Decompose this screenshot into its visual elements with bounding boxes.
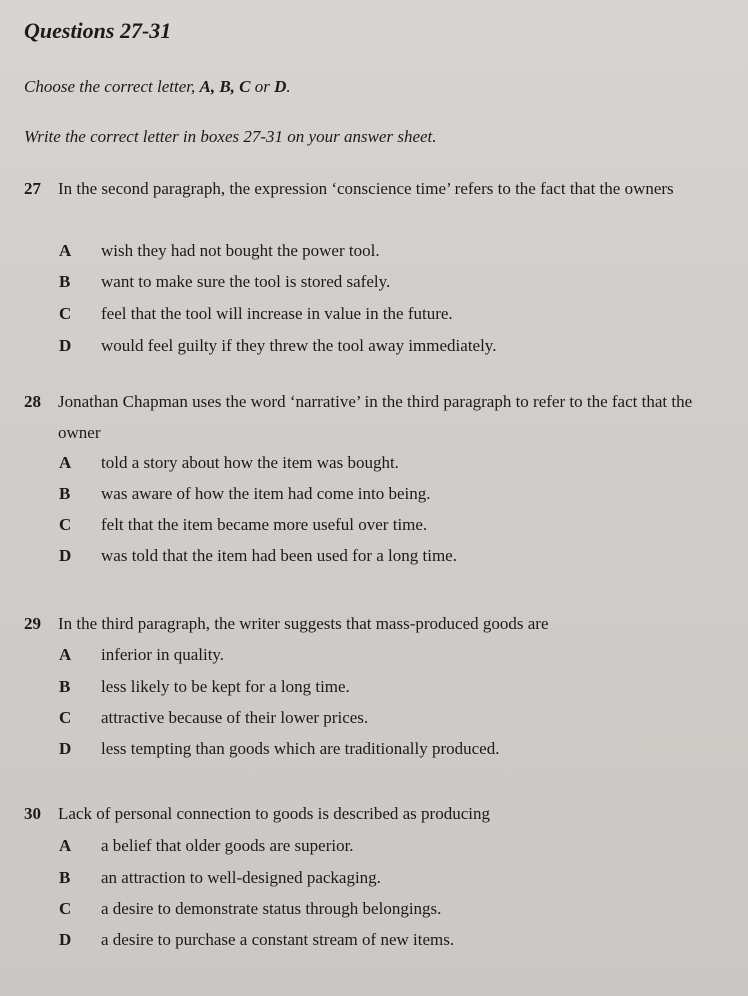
option-text: less likely to be kept for a long time.: [101, 677, 350, 696]
option-letter: B: [59, 868, 71, 887]
option-text: felt that the item became more useful over time.: [101, 515, 428, 534]
option-text: wish they had not bought the power tool.: [101, 241, 380, 260]
option-letter: B: [59, 677, 71, 696]
option-text: less tempting than goods which are traditionally produced.: [101, 739, 500, 758]
option-text: would feel guilty if they threw the tool away immediately.: [101, 336, 497, 355]
option-text: an attraction to well-designed packaging.: [101, 868, 381, 887]
option-letter: A: [59, 241, 72, 260]
question-number: 29: [24, 614, 41, 633]
option-letter: C: [59, 899, 72, 918]
option-text: was told that the item had been used for a long time.: [101, 546, 457, 565]
option-text: a belief that older goods are superior.: [101, 836, 354, 855]
instruction-or: or: [250, 77, 275, 96]
option-letter: D: [59, 930, 72, 949]
option-letter: A: [59, 453, 72, 472]
question-number: 27: [24, 179, 41, 198]
option-letter: B: [59, 272, 71, 291]
option-letter: C: [59, 304, 72, 323]
question-number: 30: [24, 804, 41, 823]
instruction-choose: [24, 77, 291, 97]
option-text: inferior in quality.: [101, 645, 225, 664]
option-text: want to make sure the tool is stored safely.: [101, 272, 391, 291]
option-letter: B: [59, 484, 71, 503]
question-stem: In the second paragraph, the expression ‘conscience time’ refers to the fact that the owners: [58, 179, 674, 198]
instruction-write-post: on your answer sheet.: [283, 127, 437, 146]
instruction-write-pre: Write the correct letter in boxes: [24, 127, 244, 146]
option-text: attractive because of their lower prices.: [101, 708, 369, 727]
option-text: was aware of how the item had come into being.: [101, 484, 431, 503]
instruction-range: 27-31: [243, 127, 284, 146]
question-stem: In the third paragraph, the writer suggests that mass-produced goods are: [58, 614, 549, 633]
option-letter: C: [59, 515, 72, 534]
option-letter: D: [59, 739, 72, 758]
option-letter: D: [59, 546, 72, 565]
option-text: feel that the tool will increase in value in the future.: [101, 304, 453, 323]
option-letter: A: [59, 645, 72, 664]
instruction-choose-pre: Choose the correct letter,: [24, 77, 200, 96]
instruction-write: [24, 127, 437, 147]
question-stem: Jonathan Chapman uses the word ‘narrative’ in the third paragraph to refer to the fact that the owner: [58, 392, 693, 442]
instruction-last-letter: D: [274, 77, 287, 96]
question-number: 28: [24, 392, 41, 411]
option-letter: A: [59, 836, 72, 855]
instruction-period: .: [286, 77, 291, 96]
option-text: a desire to demonstrate status through belongings.: [101, 899, 442, 918]
option-text: told a story about how the item was bought.: [101, 453, 399, 472]
option-letter: C: [59, 708, 72, 727]
instruction-letters: A, B, C: [199, 77, 251, 96]
question-stem: Lack of personal connection to goods is described as producing: [58, 804, 490, 823]
option-text: a desire to purchase a constant stream of new items.: [101, 930, 455, 949]
section-heading: Questions 27-31: [24, 18, 172, 43]
option-letter: D: [59, 336, 72, 355]
